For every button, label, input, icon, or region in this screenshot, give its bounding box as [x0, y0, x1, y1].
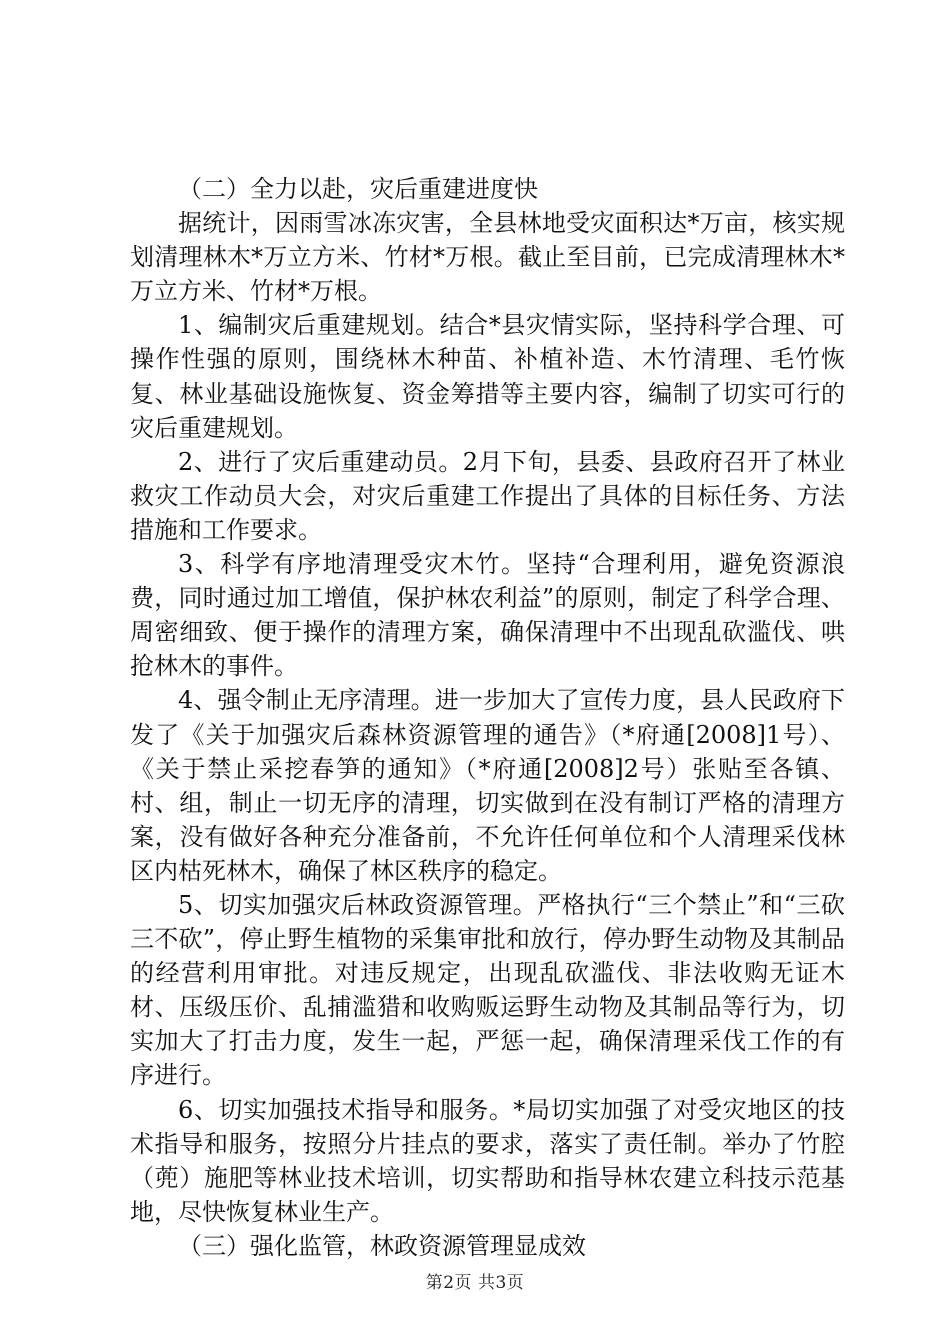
page-number-footer: 第2页 共3页 — [425, 1273, 525, 1293]
section-heading-3: （三）强化监管，林政资源管理显成效 — [178, 1231, 586, 1260]
paragraph-item-6: 6、切实加强技术指导和服务。*局切实加强了对受灾地区的技术指导和服务，按照分片挂点的要求，落实了责任制。举办了竹腔（蔸）施肥等林业技术培训，切实帮助和指导林农建立科技示范基地，尽快恢复林业生产。 — [130, 1095, 845, 1226]
paragraph-item-2: 2、进行了灾后重建动员。2月下旬，县委、县政府召开了林业救灾工作动员大会，对灾后重建工作提出了具体的目标任务、方法措施和工作要求。 — [130, 447, 845, 544]
paragraph-item-1: 1、编制灾后重建规划。结合*县灾情实际，坚持科学合理、可操作性强的原则，围绕林木种苗、补植补造、木竹清理、毛竹恢复、林业基础设施恢复、资金筹措等主要内容，编制了切实可行的灾后重建规划。 — [130, 311, 845, 442]
paragraph-item-4: 4、强令制止无序清理。进一步加大了宣传力度，县人民政府下发了《关于加强灾后森林资源管理的通告》（*府通[2008]1号）、《关于禁止采挖春笋的通知》（*府通[2008]2号）张贴至各镇、村、组，制止一切无序的清理，切实做到在没有制订严格的清理方案，没有做好各种充分准备前，不允许任何单位和个人清理采伐林区内枯死林木，确保了林区秩序的稳定。 — [130, 686, 845, 885]
paragraph-statistics: 据统计，因雨雪冰冻灾害，全县林地受灾面积达*万亩，核实规划清理林木*万立方米、竹材*万根。截止至目前，已完成清理林木*万立方米、竹材*万根。 — [130, 209, 845, 306]
paragraph-item-5: 5、切实加强灾后林政资源管理。严格执行“三个禁止”和“三砍三不砍”，停止野生植物的采集审批和放行，停办野生动物及其制品的经营利用审批。对违反规定，出现乱砍滥伐、非法收购无证木材、压级压价、乱捕滥猎和收购贩运野生动物及其制品等行为，切实加大了打击力度，发生一起，严惩一起，确保清理采伐工作的有序进行。 — [130, 890, 845, 1090]
section-heading-2: （二）全力以赴，灾后重建进度快 — [178, 175, 538, 203]
document-body — [130, 172, 845, 1263]
paragraph-item-3: 3、科学有序地清理受灾木竹。坚持“合理利用，避免资源浪费，同时通过加工增值，保护林农利益”的原则，制定了科学合理、周密细致、便于操作的清理方案，确保清理中不出现乱砍滥伐、哄抢林木的事件。 — [130, 550, 845, 681]
